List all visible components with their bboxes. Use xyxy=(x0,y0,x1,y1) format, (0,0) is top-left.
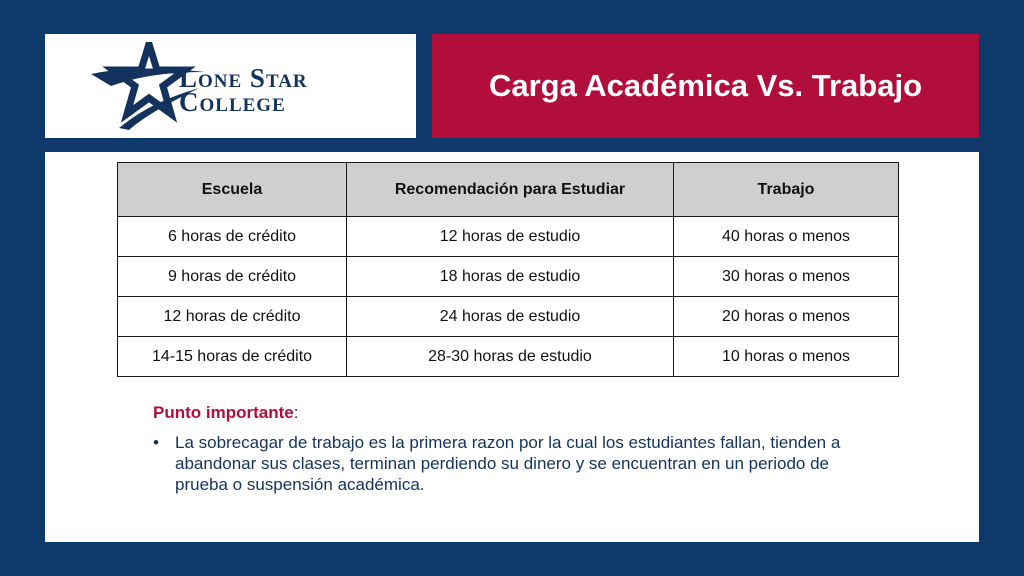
table-cell: 12 horas de estudio xyxy=(347,217,674,257)
table-cell: 20 horas o menos xyxy=(674,297,899,337)
page-title: Carga Académica Vs. Trabajo xyxy=(488,68,923,103)
table-row xyxy=(118,297,899,337)
logo-wordmark xyxy=(179,63,308,117)
column-header-work: Trabajo xyxy=(674,163,899,217)
column-header-study: Recomendación para Estudiar xyxy=(347,163,674,217)
table-cell: 12 horas de crédito xyxy=(118,297,347,337)
important-note xyxy=(153,402,873,495)
table-cell: 40 horas o menos xyxy=(674,217,899,257)
table-row xyxy=(118,217,899,257)
note-colon: : xyxy=(293,403,299,422)
table-cell: 28-30 horas de estudio xyxy=(347,337,674,377)
table-header-row xyxy=(118,163,899,217)
workload-table xyxy=(117,162,899,377)
table-cell: 18 horas de estudio xyxy=(347,257,674,297)
table-cell: 9 horas de crédito xyxy=(118,257,347,297)
note-text: La sobrecagar de trabajo es la primera razon por la cual los estudiantes fallan, tienden a abandonar sus clases, terminan perdiendo su dinero y se encuentran en un periodo de prueba o suspensión académica. xyxy=(175,433,841,494)
table-cell: 6 horas de crédito xyxy=(118,217,347,257)
note-heading-line xyxy=(153,402,873,423)
table-row xyxy=(118,257,899,297)
column-header-school: Escuela xyxy=(118,163,347,217)
table-cell: 14-15 horas de crédito xyxy=(118,337,347,377)
table-cell: 24 horas de estudio xyxy=(347,297,674,337)
table-cell: 30 horas o menos xyxy=(674,257,899,297)
content-panel xyxy=(45,152,979,542)
table-cell: 10 horas o menos xyxy=(674,337,899,377)
logo-line-2: College xyxy=(179,87,286,117)
bullet-icon: • xyxy=(153,433,159,452)
note-heading: Punto importante xyxy=(153,403,294,422)
logo-line-1: Lone Star xyxy=(179,63,308,93)
title-panel xyxy=(432,34,979,138)
note-bullet-item xyxy=(153,432,873,495)
table-row xyxy=(118,337,899,377)
logo-panel xyxy=(45,34,416,138)
